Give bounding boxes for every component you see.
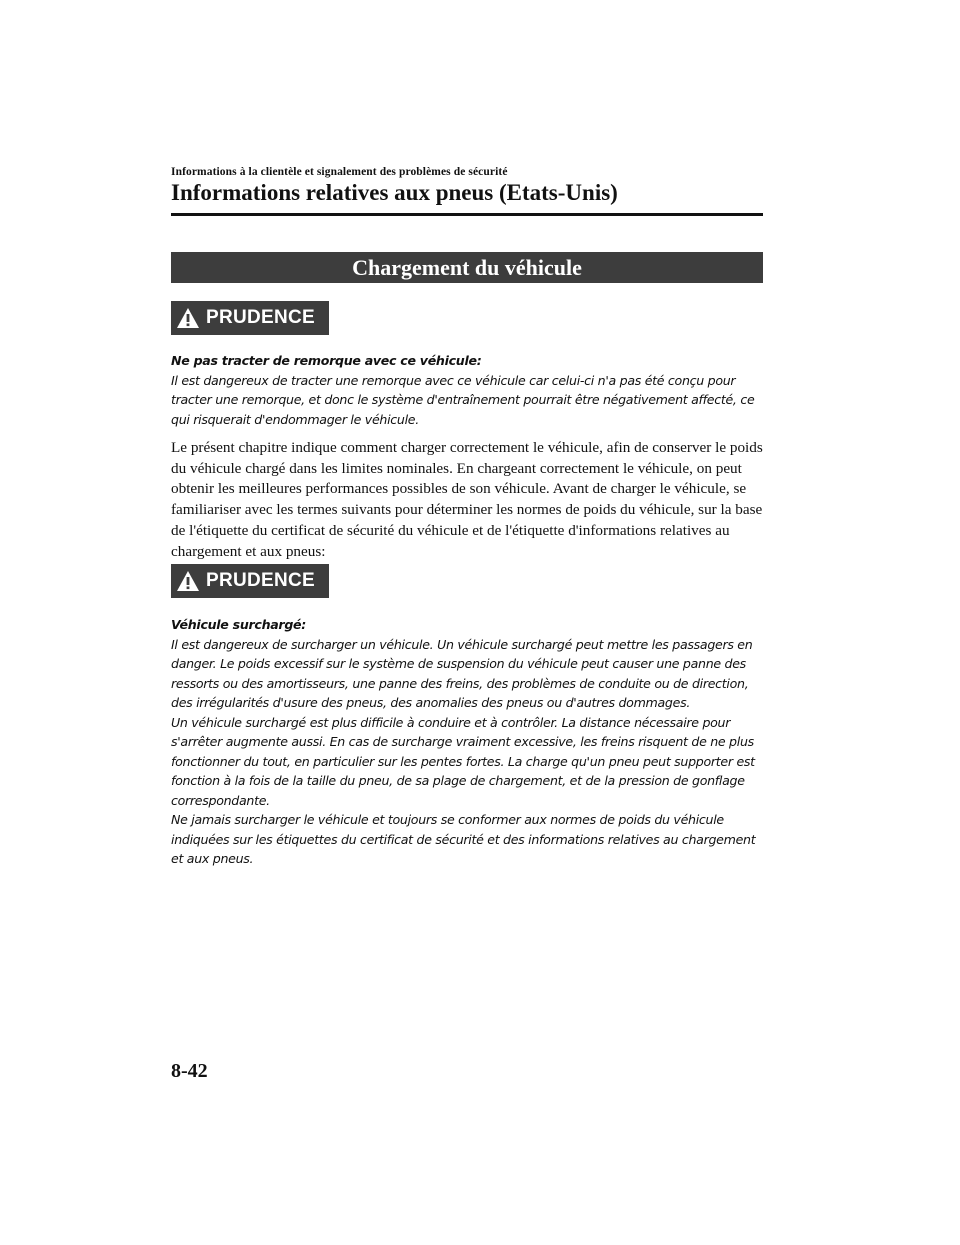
warning-block-overload — [171, 615, 763, 869]
warning-triangle-icon — [176, 570, 200, 592]
caution-badge — [171, 564, 329, 598]
page-number: 8-42 — [171, 1060, 208, 1082]
caution-label: PRUDENCE — [206, 307, 316, 328]
title-divider — [171, 213, 763, 216]
warning-heading: Ne pas tracter de remorque avec ce véhicule: — [171, 353, 482, 368]
warning-paragraph: Un véhicule surchargé est plus difficile à conduire et à contrôler. La distance nécessaire pour s'arrêter augmente aussi. En cas de surcharge vraiment excessive, les freins risquent de ne plus fonctionner du tout, en particulier sur les pentes fortes. La charge qu'un pneu peut supporter est fonction à la fois de la taille du pneu, de sa plage de chargement, et de la pression de gonflage correspondante. — [171, 714, 755, 808]
caution-badge — [171, 301, 329, 335]
section-title-bar — [171, 252, 763, 283]
warning-triangle-icon — [176, 307, 200, 329]
warning-block-towing — [171, 351, 763, 429]
caution-label: PRUDENCE — [206, 570, 316, 591]
breadcrumb: Informations à la clientèle et signalement des problèmes de sécurité — [171, 166, 508, 178]
body-paragraph: Le présent chapitre indique comment charger correctement le véhicule, afin de conserver le poids du véhicule chargé dans les limites nominales. En chargeant correctement le véhicule, on peut obtenir les meilleures performances possibles de son véhicule. Avant de charger le véhicule, se familiariser avec les termes suivants pour déterminer les normes de poids du véhicule, sur la base de l'étiquette du certificat de sécurité du véhicule et de l'étiquette d'informations relatives au chargement et aux pneus: — [171, 439, 763, 560]
warning-heading: Véhicule surchargé: — [171, 617, 307, 632]
warning-text: Il est dangereux de tracter une remorque avec ce véhicule car celui-ci n'a pas été conçu pour tracter une remorque, et donc le système d'entraînement pourrait être négativement affecté, ce qui risquerait d'endommager le véhicule. — [171, 372, 755, 427]
chapter-title: Informations relatives aux pneus (Etats-Unis) — [171, 180, 618, 205]
warning-paragraph: Il est dangereux de surcharger un véhicule. Un véhicule surchargé peut mettre les passagers en danger. Le poids excessif sur le système de suspension du véhicule peut causer une panne des ressorts ou des amortisseurs, une panne des freins, des problèmes de conduite ou de direction, des irrégularités d'usure des pneus, des anomalies des pneus ou d'autres dommages. — [171, 636, 753, 710]
section-title: Chargement du véhicule — [352, 254, 582, 280]
warning-paragraph: Ne jamais surcharger le véhicule et toujours se conformer aux normes de poids du véhicule indiquées sur les étiquettes du certificat de sécurité et des informations relatives au chargement et aux pneus. — [171, 812, 756, 866]
